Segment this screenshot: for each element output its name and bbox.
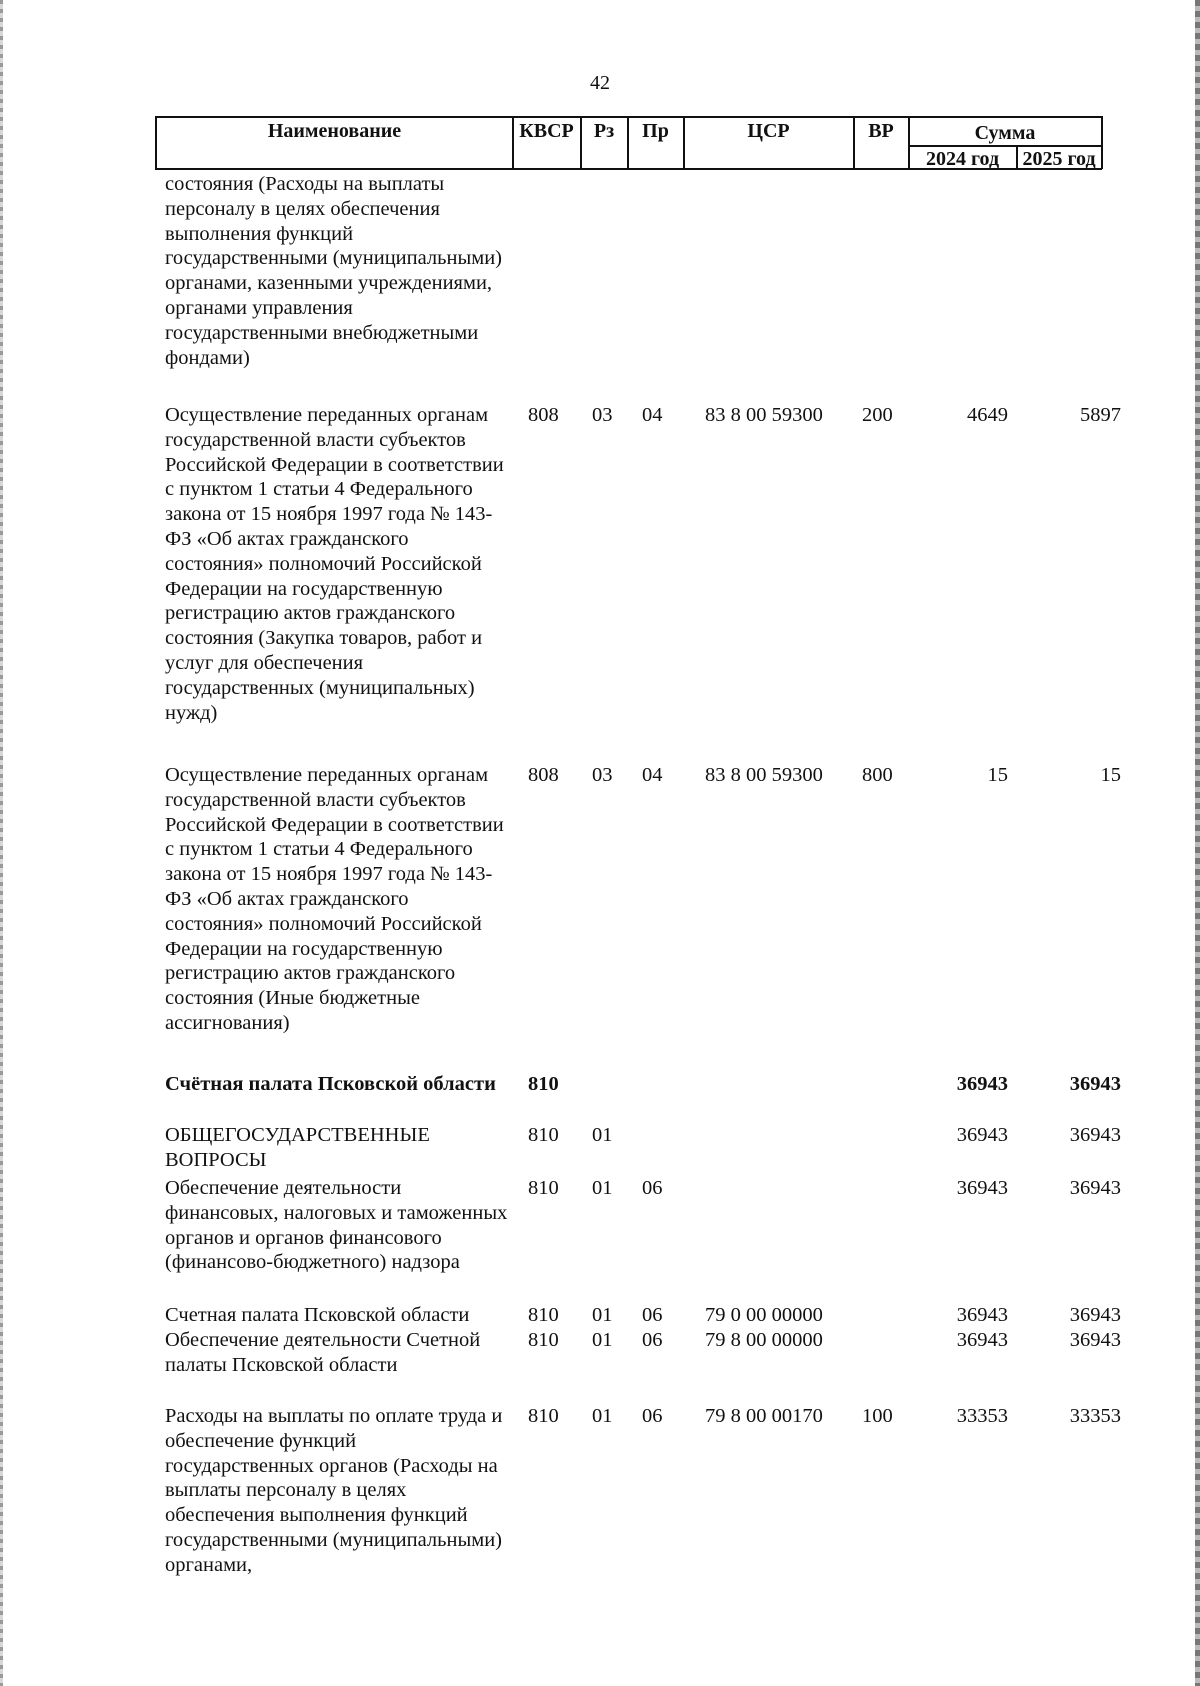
row-sum-2024: 36943 [956,1304,1008,1326]
row-name: Счетная палата Псковской области [165,1304,470,1326]
row-pr: 04 [642,404,663,426]
header-vr: ВР [868,120,894,142]
row-kvsr: 810 [528,1304,559,1326]
row-rz: 03 [592,764,613,786]
row-name: Счётная палата Псковской области [165,1073,496,1095]
page-number: 42 [590,72,610,94]
row-name: ОБЩЕГОСУДАРСТВЕННЫЕ ВОПРОСЫ [165,1124,430,1171]
row-csr: 83 8 00 59300 [705,404,823,426]
row-sum-2024: 36943 [956,1124,1008,1146]
header-kvsr: КВСР [519,120,574,142]
header-top-border [155,116,1102,118]
row-kvsr: 808 [528,404,559,426]
row-vr: 200 [862,404,893,426]
row-kvsr: 810 [528,1177,559,1199]
row-rz: 01 [592,1177,613,1199]
row-sum-2025: 33353 [1069,1405,1121,1427]
row-pr: 06 [642,1329,663,1351]
row-sum-2025: 36943 [1069,1304,1121,1326]
row-kvsr: 808 [528,764,559,786]
row-pr: 06 [642,1304,663,1326]
row-kvsr: 810 [528,1124,559,1146]
header-vline [1101,116,1103,169]
row-rz: 01 [592,1329,613,1351]
row-csr: 79 0 00 00000 [705,1304,823,1326]
scan-edge-right [1195,0,1200,1686]
header-rz: Рз [593,120,615,142]
row-pr: 06 [642,1405,663,1427]
row-name: состояния (Расходы на выплаты персоналу в целях обеспечения выполнения функций государственными (муниципальными) органами, казенными учреждениями, органами управления государственными внебюджетными фондами) [165,173,502,369]
row-csr: 79 8 00 00000 [705,1329,823,1351]
row-kvsr: 810 [528,1405,559,1427]
row-name: Расходы на выплаты по оплате труда и обеспечение функций государственных органов (Расходы на выплаты персоналу в целях обеспечения выполнения функций государственными (муниципальными) органами, [165,1405,503,1576]
row-csr: 83 8 00 59300 [705,764,823,786]
scan-edge-left [0,0,3,1686]
row-rz: 03 [592,404,613,426]
row-pr: 06 [642,1177,663,1199]
row-name: Осуществление переданных органам государственной власти субъектов Российской Федерации в соответствии с пунктом 1 статьи 4 Федерального закона от 15 ноября 1997 года № 143-ФЗ «Об актах гражданского состояния» полномочий Российской Федерации на государственную регистрацию актов гражданского состояния (Иные бюджетные ассигнования) [165,764,504,1034]
row-sum-2025: 36943 [1069,1177,1121,1199]
row-name: Осуществление переданных органам государственной власти субъектов Российской Федерации в соответствии с пунктом 1 статьи 4 Федерального закона от 15 ноября 1997 года № 143-ФЗ «Об актах гражданского состояния» полномочий Российской Федерации на государственную регистрацию актов гражданского состояния (Закупка товаров, работ и услуг для обеспечения государственных (муниципальных) нужд) [165,404,504,724]
row-sum-2024: 4649 [967,404,1008,426]
row-rz: 01 [592,1124,613,1146]
row-rz: 01 [592,1304,613,1326]
row-kvsr: 810 [528,1073,559,1095]
row-sum-2024: 36943 [956,1177,1008,1199]
row-kvsr: 810 [528,1329,559,1351]
row-sum-2025: 36943 [1069,1124,1121,1146]
header-year-2024: 2024 год [925,148,1000,170]
row-vr: 800 [862,764,893,786]
header-year-2025: 2025 год [1022,148,1096,170]
row-sum-2025: 15 [1100,764,1121,786]
row-rz: 01 [592,1405,613,1427]
row-vr: 100 [862,1405,893,1427]
row-name: Обеспечение деятельности Счетной палаты Псковской области [165,1329,481,1376]
row-sum-2024: 36943 [956,1073,1008,1095]
row-sum-2024: 15 [987,764,1008,786]
header-name: Наименование [267,120,402,142]
row-sum-2024: 36943 [956,1329,1008,1351]
row-pr: 04 [642,764,663,786]
row-name: Обеспечение деятельности финансовых, налоговых и таможенных органов и органов финансового (финансово-бюджетного) надзора [165,1177,508,1274]
row-sum-2025: 36943 [1069,1329,1121,1351]
header-sum: Сумма [974,122,1036,144]
row-sum-2024: 33353 [956,1405,1008,1427]
row-sum-2025: 36943 [1069,1073,1121,1095]
header-csr: ЦСР [747,120,790,142]
header-pr: Пр [642,120,669,142]
row-sum-2025: 5897 [1080,404,1121,426]
header-sum-divider [908,145,1102,147]
row-csr: 79 8 00 00170 [705,1405,823,1427]
